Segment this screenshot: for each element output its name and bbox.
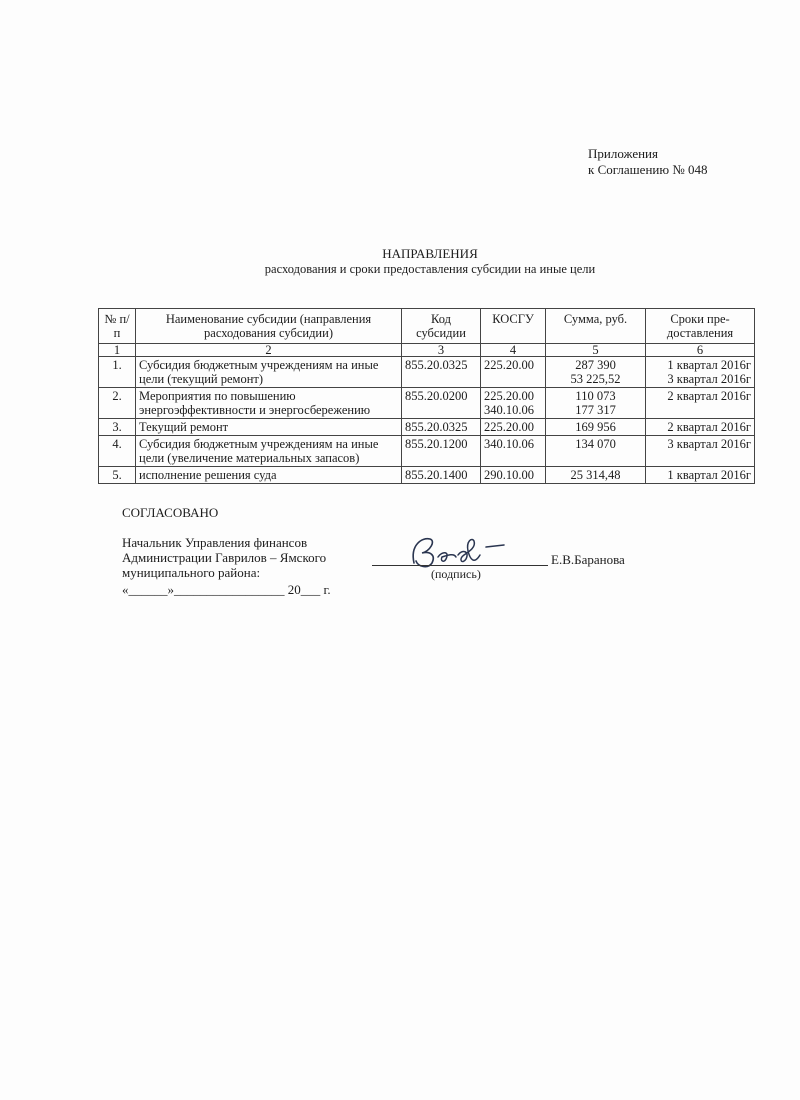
- appendix-line-2: к Соглашению № 048: [588, 162, 708, 177]
- row-num: 5.: [99, 467, 136, 484]
- row-term: [646, 467, 755, 484]
- signature-caption: (подпись): [431, 567, 481, 581]
- header-term: Сроки пре-доставления: [646, 309, 755, 344]
- appendix-header: [588, 146, 707, 178]
- sum-value: 177 317: [575, 403, 616, 417]
- row-sum: [546, 419, 646, 436]
- row-num: 3.: [99, 419, 136, 436]
- signer-block: [122, 535, 326, 580]
- row-sum: [546, 357, 646, 388]
- agreed-heading: СОГЛАСОВАНО: [122, 505, 219, 520]
- row-kosgu: [481, 467, 546, 484]
- sum-value: 110 073: [575, 389, 616, 403]
- table-header-row: [99, 309, 755, 344]
- term-value: 3 квартал 2016г: [667, 372, 751, 386]
- row-code: 855.20.0325: [402, 357, 481, 388]
- signer-line-1: Начальник Управления финансов: [122, 535, 308, 550]
- kosgu-value: 225.20.00: [484, 389, 534, 403]
- row-kosgu: [481, 357, 546, 388]
- index-cell: 1: [99, 344, 136, 357]
- row-sum: [546, 467, 646, 484]
- row-term: [646, 388, 755, 419]
- header-num: № п/п: [99, 309, 136, 344]
- row-kosgu: [481, 436, 546, 467]
- signer-line-2: Администрации Гаврилов – Ямского: [122, 550, 327, 565]
- sum-value: 53 225,52: [570, 372, 621, 386]
- table-row: [99, 357, 755, 388]
- signer-line-3: муниципального района:: [122, 565, 261, 580]
- sum-value: 287 390: [575, 358, 616, 372]
- row-name: Субсидия бюджетным учреждениям на иные цели (текущий ремонт): [136, 357, 402, 388]
- kosgu-value: 225.20.00: [484, 420, 534, 434]
- subsidy-table: [98, 308, 755, 484]
- document-title: НАПРАВЛЕНИЯ: [382, 246, 478, 261]
- row-kosgu: [481, 419, 546, 436]
- table-row: [99, 467, 755, 484]
- signatory-name: Е.В.Баранова: [551, 552, 625, 567]
- term-value: 3 квартал 2016г: [667, 437, 751, 451]
- row-num: 1.: [99, 357, 136, 388]
- header-code: Код субсидии: [402, 309, 481, 344]
- row-kosgu: [481, 388, 546, 419]
- index-cell: 6: [646, 344, 755, 357]
- index-cell: 2: [136, 344, 402, 357]
- document-subtitle: расходования и сроки предоставления субсидии на иные цели: [264, 262, 596, 276]
- row-code: 855.20.1400: [402, 467, 481, 484]
- row-name: Субсидия бюджетным учреждениям на иные цели (увеличение материальных запасов): [136, 436, 402, 467]
- kosgu-value: 340.10.06: [484, 403, 534, 417]
- row-num: 4.: [99, 436, 136, 467]
- term-value: 2 квартал 2016г: [667, 389, 751, 403]
- row-code: 855.20.0200: [402, 388, 481, 419]
- row-name: Мероприятия по повышению энергоэффективности и энергосбережению: [136, 388, 402, 419]
- sum-value: 25 314,48: [570, 468, 621, 482]
- row-name: исполнение решения суда: [136, 467, 402, 484]
- signature-line: [372, 565, 548, 566]
- row-num: 2.: [99, 388, 136, 419]
- term-value: 1 квартал 2016г: [667, 358, 751, 372]
- kosgu-value: 340.10.06: [484, 437, 534, 451]
- term-value: 1 квартал 2016г: [667, 468, 751, 482]
- index-cell: 3: [402, 344, 481, 357]
- term-value: 2 квартал 2016г: [667, 420, 751, 434]
- kosgu-value: 290.10.00: [484, 468, 534, 482]
- kosgu-value: 225.20.00: [484, 358, 534, 372]
- sum-value: 134 070: [575, 437, 616, 451]
- index-cell: 5: [546, 344, 646, 357]
- row-code: 855.20.0325: [402, 419, 481, 436]
- sum-value: 169 956: [575, 420, 616, 434]
- row-sum: [546, 436, 646, 467]
- date-line: «______»_________________ 20___ г.: [122, 582, 331, 597]
- table-row: [99, 419, 755, 436]
- row-term: [646, 436, 755, 467]
- table-row: [99, 436, 755, 467]
- row-code: 855.20.1200: [402, 436, 481, 467]
- row-term: [646, 357, 755, 388]
- row-term: [646, 419, 755, 436]
- header-sum: Сумма, руб.: [546, 309, 646, 344]
- index-cell: 4: [481, 344, 546, 357]
- header-kosgu: КОСГУ: [481, 309, 546, 344]
- row-name: Текущий ремонт: [136, 419, 402, 436]
- table-row: [99, 388, 755, 419]
- row-sum: [546, 388, 646, 419]
- table-index-row: [99, 344, 755, 357]
- header-name: Наименование субсидии (направления расходования субсидии): [136, 309, 402, 344]
- appendix-line-1: Приложения: [588, 146, 658, 161]
